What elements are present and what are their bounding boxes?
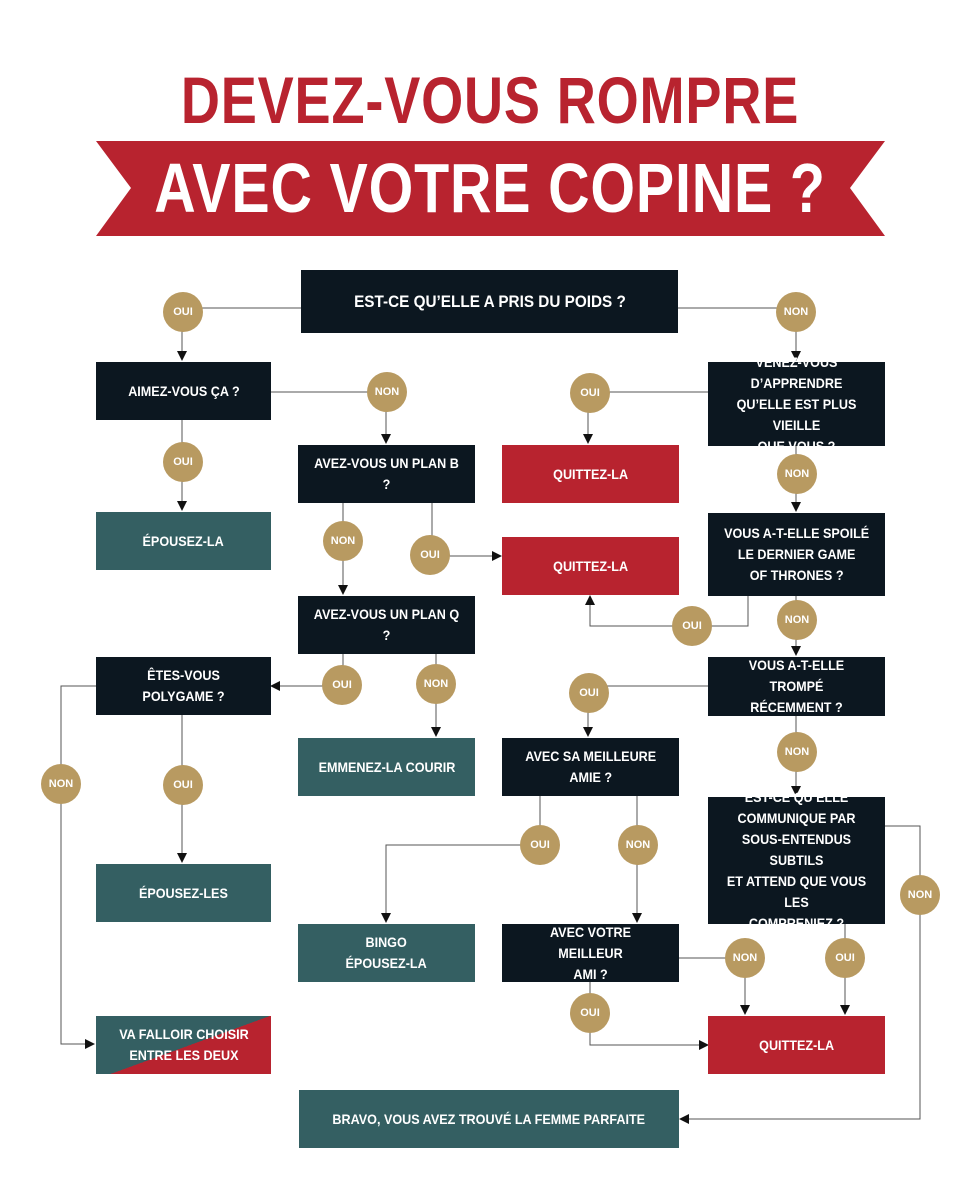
result-choisir-entre-les-deux: VA FALLOIR CHOISIR ENTRE LES DEUX [96, 1016, 271, 1074]
result-quittez-la-2: QUITTEZ-LA [502, 537, 679, 595]
question-meilleure-amie: AVEC SA MEILLEURE AMIE ? [502, 738, 679, 796]
answer-non: NON [41, 764, 81, 804]
question-aimez-vous: AIMEZ-VOUS ÇA ? [96, 362, 271, 420]
question-meilleur-ami: AVEC VOTRE MEILLEUR AMI ? [502, 924, 679, 982]
answer-non: NON [777, 600, 817, 640]
answer-oui: OUI [163, 442, 203, 482]
question-trompe: VOUS A-T-ELLE TROMPÉ RÉCEMMENT ? [708, 657, 885, 716]
answer-oui: OUI [410, 535, 450, 575]
result-bingo: BINGO ÉPOUSEZ-LA [298, 924, 475, 982]
answer-non: NON [777, 732, 817, 772]
result-epousez-la-1: ÉPOUSEZ-LA [96, 512, 271, 570]
answer-oui: OUI [672, 606, 712, 646]
title-line-2: AVEC VOTRE COPINE ? [154, 149, 826, 227]
question-plan-q: AVEZ-VOUS UN PLAN Q ? [298, 596, 475, 654]
answer-oui: OUI [520, 825, 560, 865]
answer-oui: OUI [825, 938, 865, 978]
result-epousez-les: ÉPOUSEZ-LES [96, 864, 271, 922]
answer-non: NON [367, 372, 407, 412]
result-emmenez-la-courir: EMMENEZ-LA COURIR [298, 738, 475, 796]
question-plus-vieille: VENEZ-VOUS D’APPRENDRE QU’ELLE EST PLUS VIEILLE QUE VOUS ? [708, 362, 885, 446]
result-quittez-la-1: QUITTEZ-LA [502, 445, 679, 503]
answer-oui: OUI [570, 993, 610, 1033]
result-femme-parfaite: BRAVO, VOUS AVEZ TROUVÉ LA FEMME PARFAITE [299, 1090, 679, 1148]
answer-oui: OUI [163, 765, 203, 805]
question-polygame: ÊTES-VOUS POLYGAME ? [96, 657, 271, 715]
answer-oui: OUI [322, 665, 362, 705]
title-line-1: DEVEZ-VOUS ROMPRE [180, 63, 800, 137]
question-sous-entendus: EST-CE QU’ELLE COMMUNIQUE PAR SOUS-ENTENDUS SUBTILS ET ATTEND QUE VOUS LES COMPRENIEZ ? [708, 797, 885, 924]
question-spoile-got: VOUS A-T-ELLE SPOILÉ LE DERNIER GAME OF THRONES ? [708, 513, 885, 596]
answer-non: NON [323, 521, 363, 561]
answer-oui: OUI [570, 373, 610, 413]
answer-oui: OUI [569, 673, 609, 713]
question-poids: EST-CE QU’ELLE A PRIS DU POIDS ? [301, 270, 678, 333]
answer-non: NON [776, 292, 816, 332]
answer-non: NON [900, 875, 940, 915]
answer-non: NON [725, 938, 765, 978]
question-plan-b: AVEZ-VOUS UN PLAN B ? [298, 445, 475, 503]
answer-oui: OUI [163, 292, 203, 332]
answer-non: NON [416, 664, 456, 704]
result-quittez-la-3: QUITTEZ-LA [708, 1016, 885, 1074]
answer-non: NON [777, 454, 817, 494]
answer-non: NON [618, 825, 658, 865]
